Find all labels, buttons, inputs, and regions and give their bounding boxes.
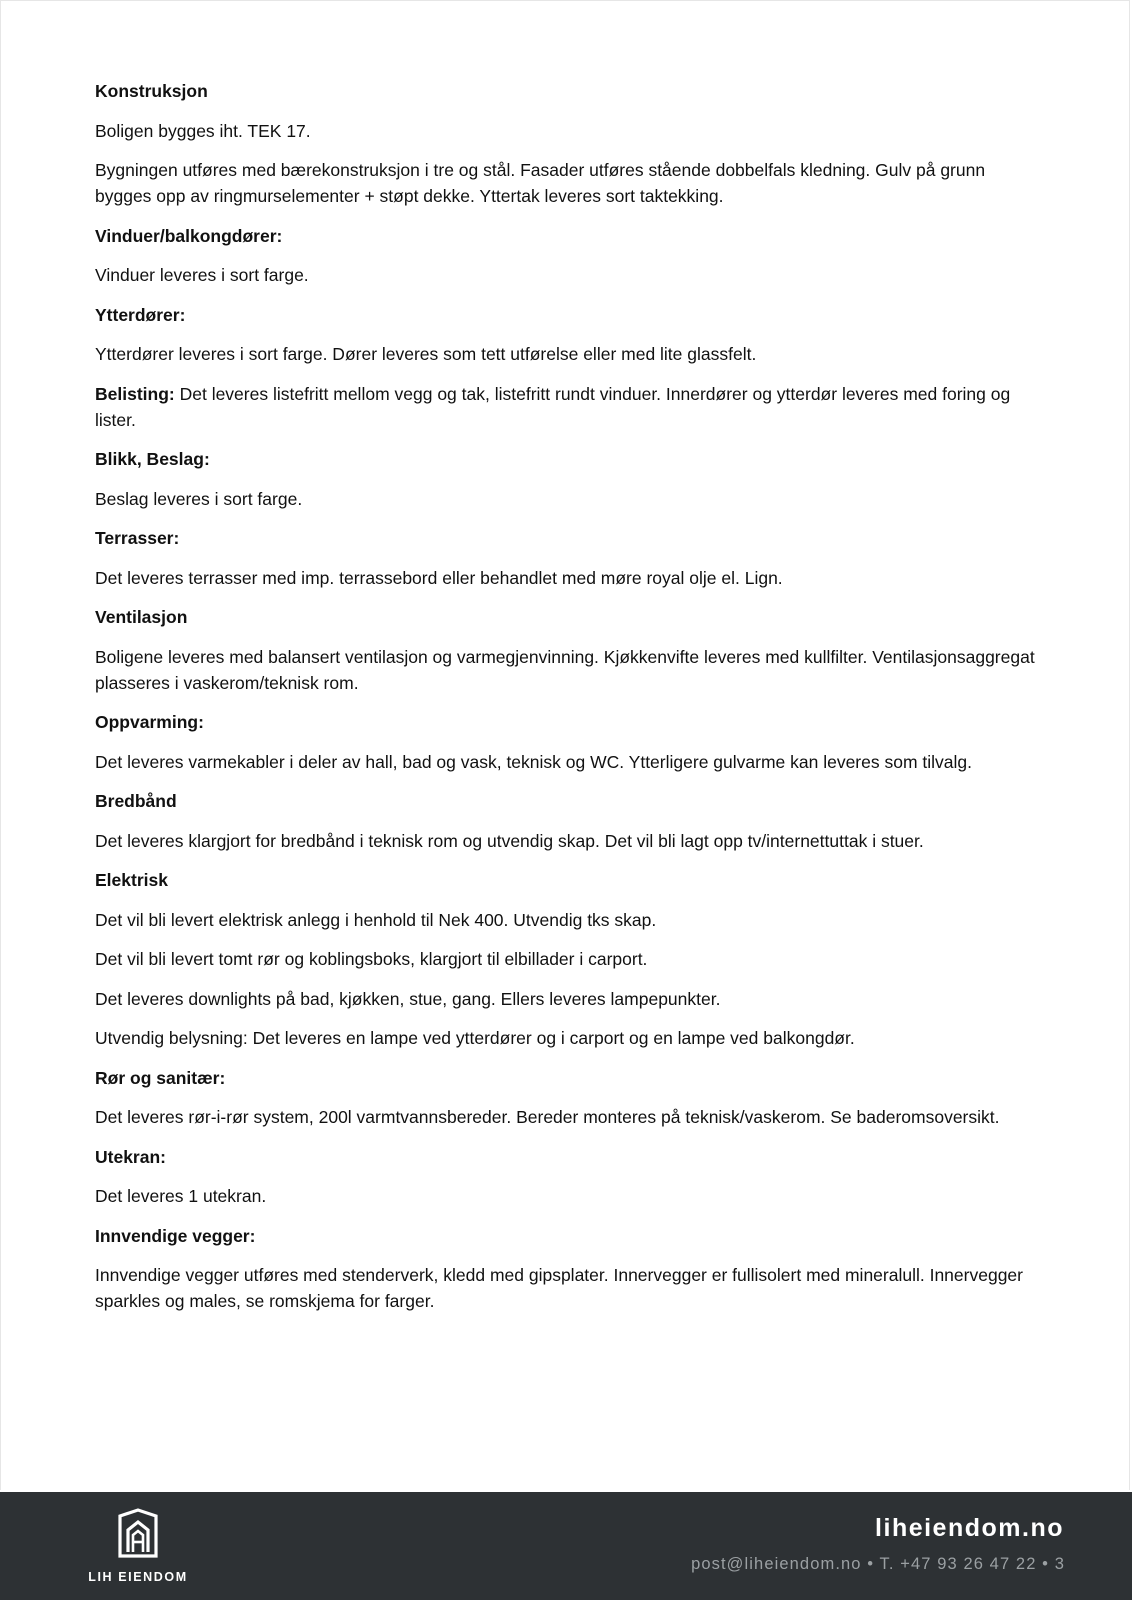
section-heading: Bredbånd [95,791,177,811]
section-heading: Rør og sanitær: [95,1067,226,1088]
paragraph: Det leveres klargjort for bredbånd i teknisk rom og utvendig skap. Det vil bli lagt opp tv/internettuttak i stuer. [95,830,924,851]
house-shield-logo-icon [114,1508,162,1564]
section-heading: Elektrisk [95,870,168,890]
paragraph: Utvendig belysning: Det leveres en lampe ved ytterdører og i carport og en lampe ved balkongdør. [95,1028,855,1048]
paragraph: Det leveres varmekabler i deler av hall, bad og vask, teknisk og WC. Ytterligere gulvarme kan leveres som tilvalg. [95,751,972,772]
section-heading: Blikk, Beslag: [95,449,210,469]
paragraph: Det leveres terrasser med imp. terrassebord eller behandlet med møre royal olje el. Lign. [95,567,783,588]
paragraph: Bygningen utføres med bærekonstruksjon i tre og stål. Fasader utføres stående dobbelfals kledning. Gulv på grunn bygges opp av ringmurselementer + støpt dekke. Yttertak leveres sort taktekking. [95,160,986,206]
paragraph: Det leveres rør-i-rør system, 200l varmtvannsbereder. Bereder monteres på teknisk/vaskerom. Se baderomsoversikt. [95,1107,1000,1127]
section-heading: Vinduer/balkongdører: [95,225,283,246]
paragraph [95,381,1035,433]
contact-info: post@liheiendom.no • T. +47 93 26 47 22 • 3 [691,1555,1065,1573]
paragraph: Det leveres downlights på bad, kjøkken, stue, gang. Ellers leveres lampepunkter. [95,988,721,1009]
paragraph: Ytterdører leveres i sort farge. Dører leveres som tett utførelse eller med lite glassfelt. [95,344,757,364]
paragraph: Beslag leveres i sort farge. [95,488,303,509]
paragraph-text: Det leveres listefritt mellom vegg og tak, listefritt rundt vinduer. Innerdører og ytterdør leveres med foring og lister. [95,383,1011,430]
paragraph: Boligene leveres med balansert ventilasjon og varmegjenvinning. Kjøkkenvifte leveres med kullfilter. Ventilasjonsaggregat plasseres i vaskerom/teknisk rom. [95,646,1035,693]
paragraph: Innvendige vegger utføres med stenderverk, kledd med gipsplater. Innervegger er fullisolert med mineralull. Innervegger sparkles og males, se romskjema for farger. [95,1265,1023,1311]
section-heading: Konstruksjon [95,81,208,101]
inline-label: Belisting: [95,383,175,404]
company-logo [88,1508,188,1590]
paragraph: Vinduer leveres i sort farge. [95,265,309,285]
logo-text: LIH EIENDOM [88,1570,188,1584]
paragraph: Det leveres 1 utekran. [95,1186,267,1206]
footer [0,1492,1132,1600]
section-heading: Ventilasjon [95,607,188,627]
paragraph: Boligen bygges iht. TEK 17. [95,120,311,141]
document-body [95,78,1035,1328]
section-heading: Utekran: [95,1146,166,1167]
section-heading: Terrasser: [95,528,180,548]
paragraph: Det vil bli levert elektrisk anlegg i henhold til Nek 400. Utvendig tks skap. [95,909,657,930]
paragraph: Det vil bli levert tomt rør og koblingsboks, klargjort til elbillader i carport. [95,949,648,969]
section-heading: Oppvarming: [95,712,204,732]
section-heading: Ytterdører: [95,304,186,325]
website-link[interactable]: liheiendom.no [875,1514,1064,1542]
section-heading: Innvendige vegger: [95,1225,256,1246]
